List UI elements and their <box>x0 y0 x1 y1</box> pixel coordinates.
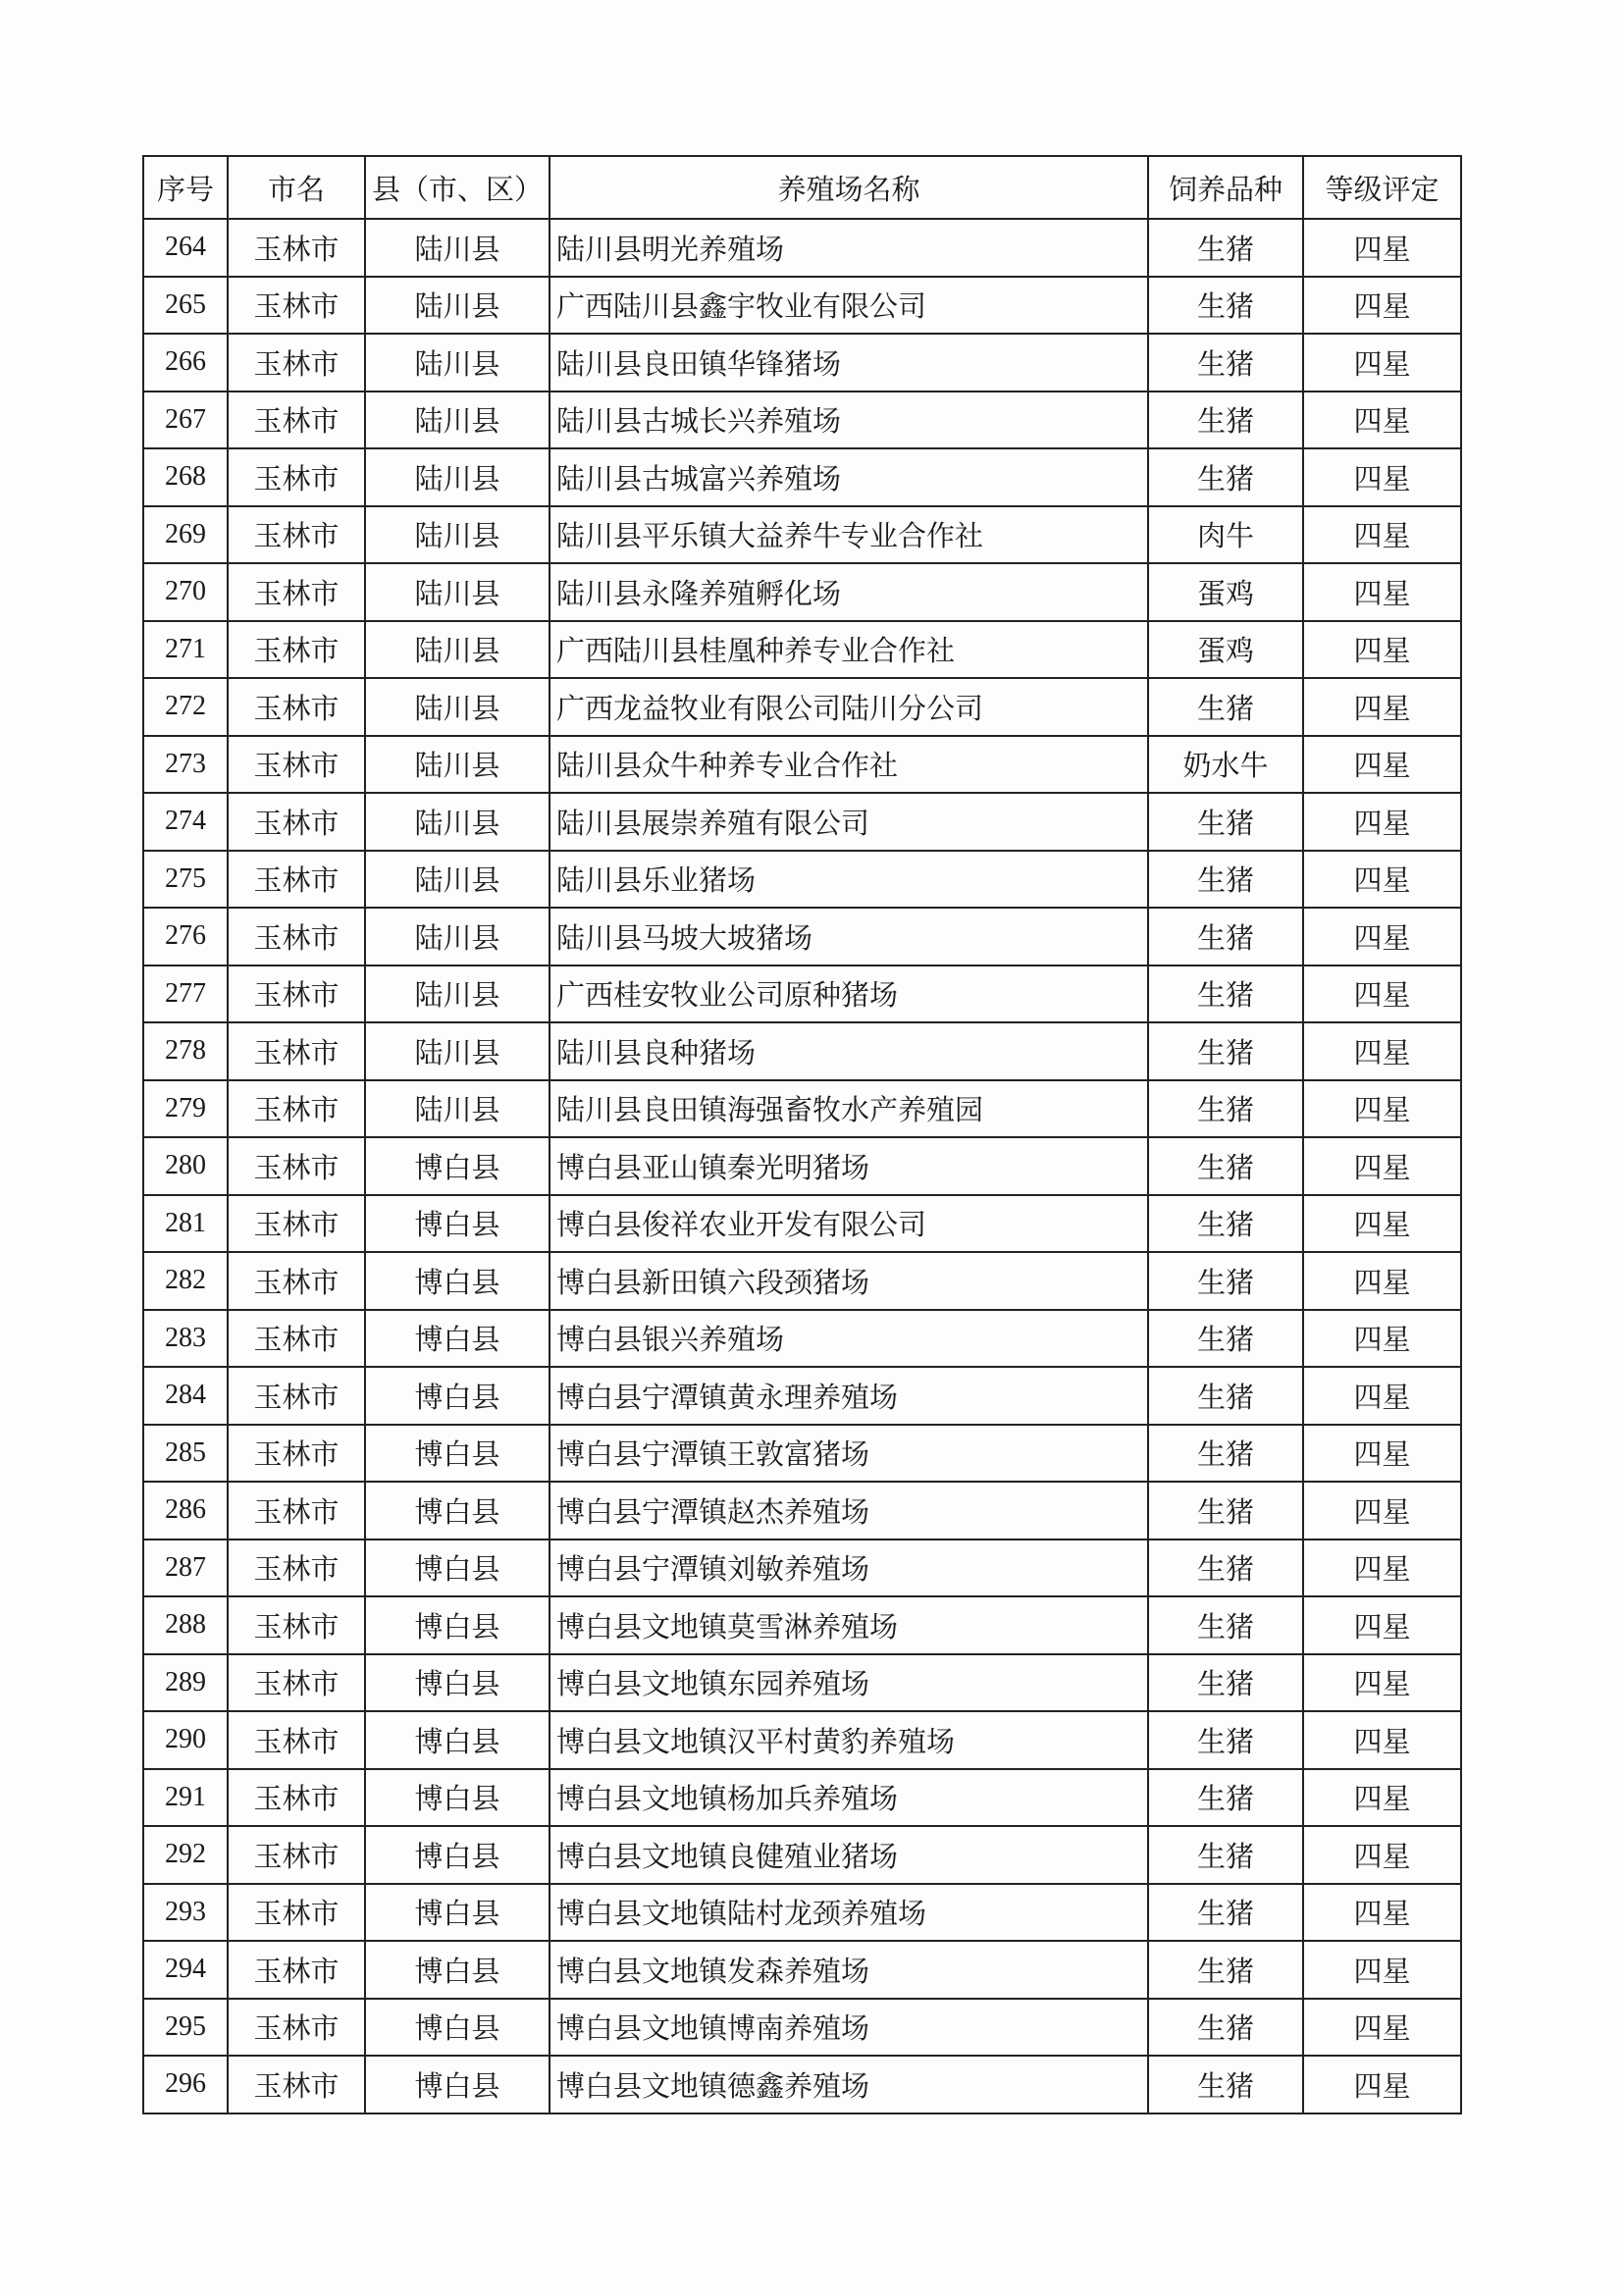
cell-breed: 奶水牛 <box>1148 736 1303 794</box>
cell-county: 博白县 <box>365 1884 550 1942</box>
cell-serial: 270 <box>143 563 228 621</box>
cell-farm-name: 广西桂安牧业公司原种猪场 <box>550 965 1148 1023</box>
cell-rating: 四星 <box>1303 563 1461 621</box>
cell-breed: 生猪 <box>1148 391 1303 449</box>
cell-county: 陆川县 <box>365 506 550 564</box>
cell-city: 玉林市 <box>228 334 365 391</box>
cell-county: 博白县 <box>365 2056 550 2113</box>
cell-city: 玉林市 <box>228 1022 365 1080</box>
cell-breed: 生猪 <box>1148 678 1303 736</box>
cell-serial: 281 <box>143 1195 228 1253</box>
cell-county: 博白县 <box>365 1711 550 1769</box>
cell-breed: 生猪 <box>1148 2056 1303 2113</box>
cell-breed: 生猪 <box>1148 1252 1303 1310</box>
cell-farm-name: 广西陆川县桂凰种养专业合作社 <box>550 621 1148 679</box>
cell-county: 陆川县 <box>365 277 550 335</box>
cell-serial: 273 <box>143 736 228 794</box>
table-row <box>143 1999 1461 2057</box>
cell-serial: 266 <box>143 334 228 391</box>
header-rating: 等级评定 <box>1303 156 1461 219</box>
cell-city: 玉林市 <box>228 506 365 564</box>
cell-county: 博白县 <box>365 1826 550 1884</box>
cell-serial: 295 <box>143 1999 228 2057</box>
cell-county: 陆川县 <box>365 1080 550 1138</box>
cell-rating: 四星 <box>1303 851 1461 909</box>
table-row <box>143 391 1461 449</box>
cell-city: 玉林市 <box>228 1252 365 1310</box>
cell-breed: 生猪 <box>1148 1769 1303 1827</box>
cell-county: 博白县 <box>365 1482 550 1539</box>
cell-serial: 275 <box>143 851 228 909</box>
cell-county: 博白县 <box>365 1137 550 1195</box>
cell-serial: 282 <box>143 1252 228 1310</box>
cell-farm-name: 博白县文地镇德鑫养殖场 <box>550 2056 1148 2113</box>
cell-rating: 四星 <box>1303 1654 1461 1712</box>
cell-city: 玉林市 <box>228 1884 365 1942</box>
cell-serial: 276 <box>143 908 228 965</box>
cell-farm-name: 博白县宁潭镇王敦富猪场 <box>550 1425 1148 1483</box>
cell-city: 玉林市 <box>228 1137 365 1195</box>
table-row <box>143 1826 1461 1884</box>
cell-rating: 四星 <box>1303 448 1461 506</box>
cell-rating: 四星 <box>1303 506 1461 564</box>
table-row <box>143 736 1461 794</box>
cell-farm-name: 广西龙益牧业有限公司陆川分公司 <box>550 678 1148 736</box>
cell-county: 陆川县 <box>365 908 550 965</box>
table-row <box>143 2056 1461 2113</box>
cell-city: 玉林市 <box>228 1080 365 1138</box>
table-row <box>143 1884 1461 1942</box>
cell-county: 陆川县 <box>365 678 550 736</box>
cell-county: 陆川县 <box>365 563 550 621</box>
cell-city: 玉林市 <box>228 391 365 449</box>
cell-breed: 生猪 <box>1148 1999 1303 2057</box>
cell-farm-name: 陆川县马坡大坡猪场 <box>550 908 1148 965</box>
cell-rating: 四星 <box>1303 1137 1461 1195</box>
cell-breed: 生猪 <box>1148 1080 1303 1138</box>
cell-county: 陆川县 <box>365 621 550 679</box>
cell-serial: 277 <box>143 965 228 1023</box>
table-row <box>143 448 1461 506</box>
table-row <box>143 1654 1461 1712</box>
cell-farm-name: 博白县新田镇六段颈猪场 <box>550 1252 1148 1310</box>
cell-farm-name: 广西陆川县鑫宇牧业有限公司 <box>550 277 1148 335</box>
cell-breed: 生猪 <box>1148 1654 1303 1712</box>
cell-serial: 274 <box>143 793 228 851</box>
cell-rating: 四星 <box>1303 1310 1461 1368</box>
cell-farm-name: 陆川县乐业猪场 <box>550 851 1148 909</box>
cell-city: 玉林市 <box>228 1654 365 1712</box>
cell-farm-name: 陆川县古城长兴养殖场 <box>550 391 1148 449</box>
cell-county: 博白县 <box>365 1539 550 1597</box>
cell-rating: 四星 <box>1303 1711 1461 1769</box>
cell-farm-name: 博白县俊祥农业开发有限公司 <box>550 1195 1148 1253</box>
cell-serial: 267 <box>143 391 228 449</box>
cell-serial: 288 <box>143 1596 228 1654</box>
cell-city: 玉林市 <box>228 1711 365 1769</box>
table-row <box>143 219 1461 277</box>
cell-county: 博白县 <box>365 1941 550 1999</box>
cell-breed: 生猪 <box>1148 1884 1303 1942</box>
cell-city: 玉林市 <box>228 621 365 679</box>
cell-breed: 生猪 <box>1148 277 1303 335</box>
cell-serial: 272 <box>143 678 228 736</box>
cell-serial: 269 <box>143 506 228 564</box>
table-row <box>143 908 1461 965</box>
cell-rating: 四星 <box>1303 1252 1461 1310</box>
cell-rating: 四星 <box>1303 1941 1461 1999</box>
cell-farm-name: 陆川县永隆养殖孵化场 <box>550 563 1148 621</box>
cell-rating: 四星 <box>1303 1539 1461 1597</box>
cell-rating: 四星 <box>1303 1999 1461 2057</box>
cell-serial: 264 <box>143 219 228 277</box>
cell-breed: 生猪 <box>1148 1596 1303 1654</box>
cell-serial: 265 <box>143 277 228 335</box>
cell-serial: 279 <box>143 1080 228 1138</box>
cell-city: 玉林市 <box>228 678 365 736</box>
cell-serial: 287 <box>143 1539 228 1597</box>
cell-county: 博白县 <box>365 1999 550 2057</box>
cell-rating: 四星 <box>1303 219 1461 277</box>
table-row <box>143 678 1461 736</box>
cell-county: 陆川县 <box>365 793 550 851</box>
cell-breed: 生猪 <box>1148 965 1303 1023</box>
cell-serial: 292 <box>143 1826 228 1884</box>
cell-farm-name: 陆川县明光养殖场 <box>550 219 1148 277</box>
cell-rating: 四星 <box>1303 908 1461 965</box>
cell-farm-name: 博白县文地镇良健殖业猪场 <box>550 1826 1148 1884</box>
cell-rating: 四星 <box>1303 736 1461 794</box>
cell-farm-name: 陆川县良田镇华锋猪场 <box>550 334 1148 391</box>
table-body <box>143 219 1461 2113</box>
table-row <box>143 1252 1461 1310</box>
table-row <box>143 621 1461 679</box>
cell-city: 玉林市 <box>228 908 365 965</box>
cell-breed: 生猪 <box>1148 1711 1303 1769</box>
cell-city: 玉林市 <box>228 1826 365 1884</box>
cell-rating: 四星 <box>1303 965 1461 1023</box>
table-row <box>143 1310 1461 1368</box>
table-row <box>143 1596 1461 1654</box>
cell-farm-name: 博白县文地镇发森养殖场 <box>550 1941 1148 1999</box>
cell-serial: 286 <box>143 1482 228 1539</box>
cell-city: 玉林市 <box>228 1367 365 1425</box>
cell-rating: 四星 <box>1303 1596 1461 1654</box>
cell-rating: 四星 <box>1303 1022 1461 1080</box>
cell-breed: 生猪 <box>1148 1826 1303 1884</box>
cell-city: 玉林市 <box>228 1999 365 2057</box>
cell-city: 玉林市 <box>228 1596 365 1654</box>
cell-county: 博白县 <box>365 1425 550 1483</box>
table-row <box>143 851 1461 909</box>
cell-city: 玉林市 <box>228 1482 365 1539</box>
cell-rating: 四星 <box>1303 1425 1461 1483</box>
cell-rating: 四星 <box>1303 334 1461 391</box>
cell-farm-name: 博白县文地镇杨加兵养殖场 <box>550 1769 1148 1827</box>
cell-breed: 生猪 <box>1148 1367 1303 1425</box>
cell-county: 陆川县 <box>365 736 550 794</box>
cell-city: 玉林市 <box>228 277 365 335</box>
cell-city: 玉林市 <box>228 1539 365 1597</box>
cell-county: 博白县 <box>365 1367 550 1425</box>
cell-farm-name: 陆川县平乐镇大益养牛专业合作社 <box>550 506 1148 564</box>
cell-rating: 四星 <box>1303 391 1461 449</box>
cell-county: 博白县 <box>365 1252 550 1310</box>
cell-rating: 四星 <box>1303 678 1461 736</box>
cell-city: 玉林市 <box>228 1195 365 1253</box>
cell-farm-name: 博白县宁潭镇刘敏养殖场 <box>550 1539 1148 1597</box>
cell-city: 玉林市 <box>228 736 365 794</box>
cell-rating: 四星 <box>1303 1769 1461 1827</box>
cell-rating: 四星 <box>1303 621 1461 679</box>
cell-farm-name: 博白县银兴养殖场 <box>550 1310 1148 1368</box>
cell-county: 博白县 <box>365 1769 550 1827</box>
cell-rating: 四星 <box>1303 1195 1461 1253</box>
cell-breed: 生猪 <box>1148 851 1303 909</box>
cell-county: 陆川县 <box>365 391 550 449</box>
cell-city: 玉林市 <box>228 563 365 621</box>
cell-rating: 四星 <box>1303 1080 1461 1138</box>
cell-county: 陆川县 <box>365 219 550 277</box>
cell-breed: 蛋鸡 <box>1148 621 1303 679</box>
cell-rating: 四星 <box>1303 793 1461 851</box>
cell-county: 博白县 <box>365 1195 550 1253</box>
cell-serial: 289 <box>143 1654 228 1712</box>
cell-breed: 生猪 <box>1148 1539 1303 1597</box>
farm-rating-table <box>142 155 1462 2114</box>
cell-county: 博白县 <box>365 1596 550 1654</box>
cell-serial: 291 <box>143 1769 228 1827</box>
cell-serial: 268 <box>143 448 228 506</box>
table-row <box>143 1080 1461 1138</box>
header-farm-name: 养殖场名称 <box>550 156 1148 219</box>
cell-serial: 290 <box>143 1711 228 1769</box>
cell-county: 陆川县 <box>365 334 550 391</box>
cell-breed: 蛋鸡 <box>1148 563 1303 621</box>
table-row <box>143 793 1461 851</box>
cell-farm-name: 博白县宁潭镇赵杰养殖场 <box>550 1482 1148 1539</box>
table-row <box>143 1367 1461 1425</box>
table-row <box>143 1482 1461 1539</box>
cell-serial: 293 <box>143 1884 228 1942</box>
cell-rating: 四星 <box>1303 1482 1461 1539</box>
cell-rating: 四星 <box>1303 1826 1461 1884</box>
cell-city: 玉林市 <box>228 851 365 909</box>
cell-city: 玉林市 <box>228 965 365 1023</box>
cell-serial: 283 <box>143 1310 228 1368</box>
cell-serial: 280 <box>143 1137 228 1195</box>
cell-breed: 生猪 <box>1148 1941 1303 1999</box>
cell-serial: 271 <box>143 621 228 679</box>
cell-farm-name: 博白县文地镇汉平村黄豹养殖场 <box>550 1711 1148 1769</box>
cell-rating: 四星 <box>1303 1884 1461 1942</box>
cell-serial: 294 <box>143 1941 228 1999</box>
cell-city: 玉林市 <box>228 448 365 506</box>
cell-serial: 284 <box>143 1367 228 1425</box>
cell-city: 玉林市 <box>228 793 365 851</box>
header-serial: 序号 <box>143 156 228 219</box>
cell-breed: 生猪 <box>1148 908 1303 965</box>
cell-farm-name: 陆川县展崇养殖有限公司 <box>550 793 1148 851</box>
cell-breed: 生猪 <box>1148 219 1303 277</box>
table-row <box>143 1425 1461 1483</box>
table-row <box>143 1195 1461 1253</box>
cell-farm-name: 博白县文地镇莫雪淋养殖场 <box>550 1596 1148 1654</box>
cell-city: 玉林市 <box>228 1310 365 1368</box>
cell-city: 玉林市 <box>228 1941 365 1999</box>
cell-breed: 生猪 <box>1148 793 1303 851</box>
cell-county: 博白县 <box>365 1654 550 1712</box>
table-row <box>143 965 1461 1023</box>
cell-breed: 生猪 <box>1148 448 1303 506</box>
table-row <box>143 1137 1461 1195</box>
table-row <box>143 1711 1461 1769</box>
cell-county: 陆川县 <box>365 1022 550 1080</box>
cell-city: 玉林市 <box>228 1425 365 1483</box>
cell-farm-name: 陆川县良田镇海强畜牧水产养殖园 <box>550 1080 1148 1138</box>
cell-city: 玉林市 <box>228 219 365 277</box>
cell-breed: 生猪 <box>1148 1482 1303 1539</box>
cell-farm-name: 博白县亚山镇秦光明猪场 <box>550 1137 1148 1195</box>
cell-farm-name: 博白县文地镇陆村龙颈养殖场 <box>550 1884 1148 1942</box>
cell-rating: 四星 <box>1303 2056 1461 2113</box>
cell-serial: 285 <box>143 1425 228 1483</box>
header-breed: 饲养品种 <box>1148 156 1303 219</box>
cell-farm-name: 博白县文地镇东园养殖场 <box>550 1654 1148 1712</box>
cell-breed: 肉牛 <box>1148 506 1303 564</box>
cell-farm-name: 陆川县良种猪场 <box>550 1022 1148 1080</box>
cell-county: 陆川县 <box>365 448 550 506</box>
cell-breed: 生猪 <box>1148 1195 1303 1253</box>
cell-county: 陆川县 <box>365 965 550 1023</box>
table-row <box>143 1941 1461 1999</box>
cell-breed: 生猪 <box>1148 1137 1303 1195</box>
cell-breed: 生猪 <box>1148 1022 1303 1080</box>
cell-farm-name: 博白县文地镇博南养殖场 <box>550 1999 1148 2057</box>
table-row <box>143 1769 1461 1827</box>
cell-farm-name: 陆川县古城富兴养殖场 <box>550 448 1148 506</box>
cell-rating: 四星 <box>1303 1367 1461 1425</box>
table-row <box>143 506 1461 564</box>
cell-county: 博白县 <box>365 1310 550 1368</box>
cell-city: 玉林市 <box>228 2056 365 2113</box>
cell-serial: 278 <box>143 1022 228 1080</box>
cell-serial: 296 <box>143 2056 228 2113</box>
cell-farm-name: 博白县宁潭镇黄永理养殖场 <box>550 1367 1148 1425</box>
table-row <box>143 334 1461 391</box>
table-row <box>143 277 1461 335</box>
table-header-row <box>143 156 1461 219</box>
header-county: 县（市、区） <box>365 156 550 219</box>
cell-breed: 生猪 <box>1148 1425 1303 1483</box>
cell-rating: 四星 <box>1303 277 1461 335</box>
cell-breed: 生猪 <box>1148 334 1303 391</box>
cell-farm-name: 陆川县众牛种养专业合作社 <box>550 736 1148 794</box>
cell-breed: 生猪 <box>1148 1310 1303 1368</box>
table-row <box>143 1022 1461 1080</box>
table-row <box>143 563 1461 621</box>
table-row <box>143 1539 1461 1597</box>
header-city: 市名 <box>228 156 365 219</box>
cell-city: 玉林市 <box>228 1769 365 1827</box>
cell-county: 陆川县 <box>365 851 550 909</box>
